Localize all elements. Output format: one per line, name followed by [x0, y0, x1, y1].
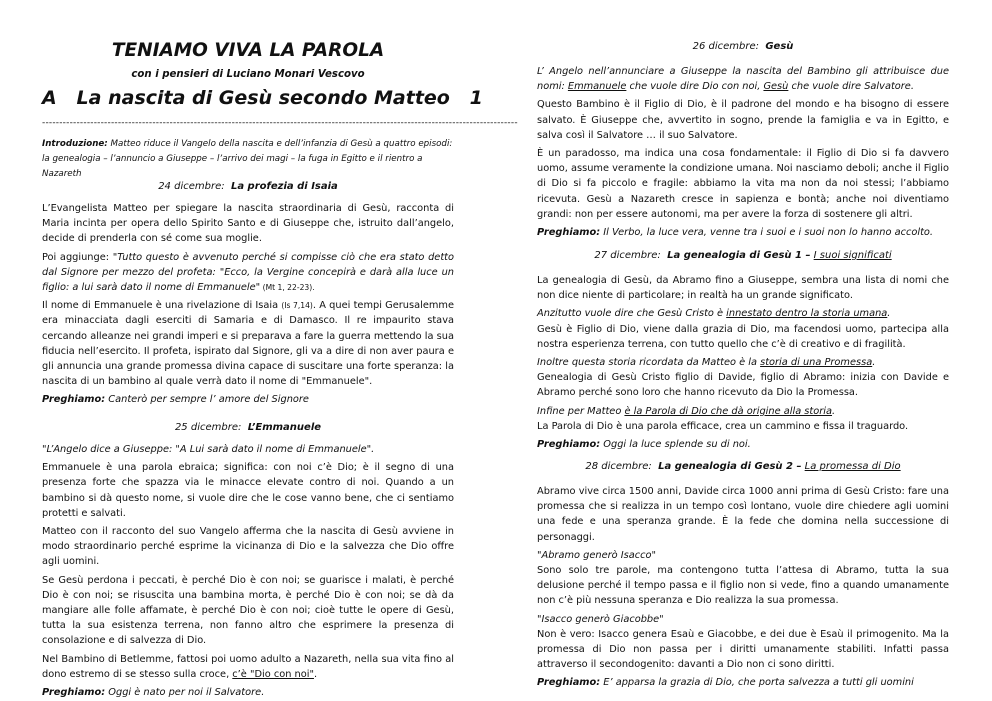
paragraph: La Parola di Dio è una parola efficace, crea un cammino e fissa il traguardo.	[537, 420, 909, 432]
section-date: 28 dicembre:	[585, 461, 652, 472]
paragraph-lead: Poi aggiunge:	[42, 251, 113, 263]
section-subtitle: La promessa di Dio	[804, 461, 901, 472]
scripture-quote	[537, 64, 949, 94]
prayer-label: Preghiamo:	[537, 677, 601, 689]
page-subtitle: con i pensieri di Luciano Monari Vescovo	[131, 69, 365, 80]
prayer-line	[42, 685, 454, 700]
prayer-line	[537, 675, 949, 690]
paragraph: La genealogia di Gesù, da Abramo fino a Giuseppe, sembra una lista di nomi che non dice niente di particolare; in realtà ha un grande significato.	[537, 275, 949, 302]
quote-text: che vuole dire Salvatore.	[788, 81, 914, 93]
point-text: Infine per Matteo	[537, 405, 625, 417]
section-heading-27	[537, 249, 949, 262]
point-text: Anzitutto vuole dire che Gesù Cristo è	[537, 308, 727, 320]
section-title: La genealogia di Gesù 2 –	[658, 461, 802, 472]
prayer-text: Oggi è nato per noi il Salvatore.	[105, 687, 265, 699]
prayer-label: Preghiamo:	[537, 227, 601, 239]
prayer-text: Il Verbo, la luce vera, venne tra i suoi e i suoi non lo hanno accolto.	[600, 227, 934, 239]
scripture-reference: (Is 7,14)	[281, 301, 313, 311]
paragraph	[42, 250, 454, 296]
section-title: L’Emmanuele	[247, 422, 322, 433]
underlined-phrase: storia di una Promessa	[760, 357, 873, 369]
point-text: .	[872, 357, 876, 369]
scripture-reference: (Mt 1, 22-23).	[260, 283, 315, 293]
underlined-name: Emmanuele	[567, 81, 627, 93]
point-text: Inoltre questa storia ricordata da Matteo è la	[537, 357, 761, 369]
scripture-quote: "L’Angelo dice a Giuseppe: "A Lui sarà dato il nome di Emmanuele".	[42, 444, 375, 455]
paragraph: L’Evangelista Matteo per spiegare la nascita straordinaria di Gesù, racconta di Maria incinta per opera dello Spirito Santo e di Giuseppe che, istruito dall’angelo, decide di prenderla con sé come sua moglie.	[42, 203, 454, 245]
section-subtitle: I suoi significati	[813, 250, 892, 261]
scripture-quote: "Abramo generò Isacco"	[537, 549, 656, 561]
paragraph: Sono solo tre parole, ma contengono tutta l’attesa di Abramo, tutta la sua delusione perché il tempo passa e il figlio non si vede, fino a quando umanamente non c’è più nessuna speranza e Dio realizza la sua promessa.	[537, 565, 949, 607]
prayer-line	[537, 437, 949, 452]
paragraph: Genealogia di Gesù Cristo figlio di Davide, figlio di Abramo: inizia con Davide e Abramo perché sono loro che hanno ricevuto da Dio la Promessa.	[537, 372, 949, 399]
underlined-phrase: è la Parola di Dio che dà origine alla storia	[624, 405, 833, 417]
section-25	[42, 442, 454, 700]
paragraph: Abramo vive circa 1500 anni, Davide circa 1000 anni prima di Gesù Cristo: fare una promessa che si realizza in un tempo così lontano, vuole dire chiedere agli uomini una fede e una speranza grande. È la fede che domina nella successione di personaggi.	[537, 486, 949, 543]
separator-line: ------------------------------------------------------------------------------------------------------------------------------------------	[42, 118, 518, 128]
paragraph: Questo Bambino è il Figlio di Dio, è il padrone del mondo e ha bisogno di essere salvato. È Giuseppe che, avvertito in sogno, prende la famiglia e va in Egitto, e salva così il Salvatore … il suo Salvatore.	[537, 99, 949, 141]
scripture-quote: "Isacco generò Giacobbe"	[537, 613, 664, 625]
quote-text: che vuole dire Dio con noi,	[626, 81, 764, 93]
quote-text: L’ Angelo nell’annunciare a Giuseppe la nascita del Bambino gli attribuisce due nomi:	[537, 66, 949, 93]
prayer-text: Canterò per sempre l’ amore del Signore	[105, 394, 309, 406]
page-title: TENIAMO VIVA LA PAROLA	[111, 40, 385, 61]
prayer-text: Oggi la luce splende su di noi.	[600, 439, 751, 451]
prayer-label: Preghiamo:	[42, 394, 106, 406]
prayer-label: Preghiamo:	[537, 439, 601, 451]
section-26	[537, 64, 949, 240]
section-24	[42, 201, 454, 407]
intro-text: Matteo riduce il Vangelo della nascita e dell’infanzia di Gesù a quattro episodi: la genealogia – l’annuncio a Giuseppe – l’arrivo dei magi – la fuga in Egitto e il rientro a Nazareth	[42, 139, 453, 179]
paragraph: Matteo con il racconto del suo Vangelo afferma che la nascita di Gesù avviene in modo straordinario perché esprime la vicinanza di Dio e la salvezza che Dio offre agli uomini.	[42, 526, 454, 568]
section-date: 27 dicembre:	[594, 250, 661, 261]
paragraph: Se Gesù perdona i peccati, è perché Dio è con noi; se guarisce i malati, è perché Dio è con noi; se risuscita una bambina morta, è perché Dio è con noi; se dà da mangiare alle folle affamate, è perché Dio è con noi; cioè tutte le opere di Gesù, tutta la sua esistenza terrena, non fanno altro che esprimere la presenza di consolazione e di salvezza di Dio.	[42, 574, 454, 647]
introduction	[42, 137, 454, 182]
prayer-label: Preghiamo:	[42, 687, 106, 699]
point-heading	[537, 355, 949, 370]
paragraph-text: Il nome di Emmanuele è una rivelazione di Isaia	[42, 300, 282, 312]
section-heading-25	[42, 421, 454, 434]
intro-label: Introduzione:	[42, 139, 108, 149]
prayer-line	[42, 392, 454, 407]
section-heading-28	[537, 460, 949, 473]
section-title: La profezia di Isaia	[230, 181, 338, 192]
paragraph: Gesù è Figlio di Dio, viene dalla grazia di Dio, ma facendosi uomo, partecipa alla nostra esperienza terrena, con tutto quello che c’è di creativo e di fragilità.	[537, 323, 949, 350]
section-heading-24	[42, 180, 454, 193]
point-text: .	[832, 405, 836, 417]
underlined-phrase: c’è "Dio con noi"	[232, 668, 314, 680]
section-date: 26 dicembre:	[692, 41, 759, 52]
section-title: La genealogia di Gesù 1 –	[667, 250, 811, 261]
paragraph-text: . A quei tempi Gerusalemme era minacciata dagli eserciti di Samaria e di Damasco. Il re impaurito stava cercando alleanze nei grandi imperi e si preparava a fare la guerra mettendo la sua fiducia nell’esercito. Il profeta, ispirato dal Signore, gli va a dire di non aver paura e gli annuncia una grande promessa divina capace di suscitare una forte speranza: la nascita di un bambino al quale verrà dato il nome di "Emmanuele".	[42, 300, 454, 388]
main-title: A La nascita di Gesù secondo Matteo 1	[42, 87, 483, 109]
prayer-line	[537, 225, 949, 240]
section-date: 24 dicembre:	[158, 181, 225, 192]
underlined-phrase: innestato dentro la storia umana	[726, 308, 888, 320]
point-text: .	[887, 308, 891, 320]
paragraph	[42, 298, 454, 389]
section-27	[537, 273, 949, 452]
paragraph: Emmanuele è una parola ebraica; significa: con noi c’è Dio; è il segno di una presenza forte che spazza via le minacce elevate contro di noi. Quando a un bambino si dà questo nome, si vuole dire che le cose vanno bene, che ci sentiamo protetti e salvati.	[42, 462, 454, 519]
section-heading-26	[537, 40, 949, 53]
point-heading	[537, 404, 949, 419]
paragraph: È un paradosso, ma indica una cosa fondamentale: il Figlio di Dio si fa davvero uomo, assume veramente la condizione umana. Noi nasciamo deboli; anche il Figlio di Dio si fa piccolo e fragile: abbiamo la vita ma non da noi stessi; l’abbiamo ricevuta. Gesù a Nazareth cresce in sapienza e bontà; anche noi diventiamo grandi: non per essere autonomi, ma per avere la forza di sostenere gli altri.	[537, 148, 949, 220]
point-heading	[537, 306, 949, 321]
underlined-name: Gesù	[763, 81, 789, 93]
section-28	[537, 484, 949, 690]
paragraph	[42, 652, 454, 682]
prayer-text: E’ apparsa la grazia di Dio, che porta salvezza a tutti gli uomini	[600, 677, 914, 689]
scripture-quote: "Tutto questo è avvenuto perché si compisse ciò che era stato detto dal Signore per mezzo del profeta: "Ecco, la Vergine concepirà e darà alla luce un figlio: a lui sarà dato il nome di Emmanuele"	[42, 251, 454, 294]
paragraph-text: .	[313, 668, 318, 680]
section-title: Gesù	[765, 41, 794, 52]
paragraph: Non è vero: Isacco genera Esaù e Giacobbe, e dei due è Esaù il primogenito. Ma la promessa di Dio non passa per i diritti umanamente stabiliti. Infatti passa attraverso il secondogenito: davanti a Dio non ci sono diritti.	[537, 628, 949, 671]
section-date: 25 dicembre:	[174, 422, 242, 433]
paragraph-text: Nel Bambino di Betlemme, fattosi poi uomo adulto a Nazareth, nella sua vita fino al dono estremo di se stesso sulla croce,	[42, 653, 454, 680]
